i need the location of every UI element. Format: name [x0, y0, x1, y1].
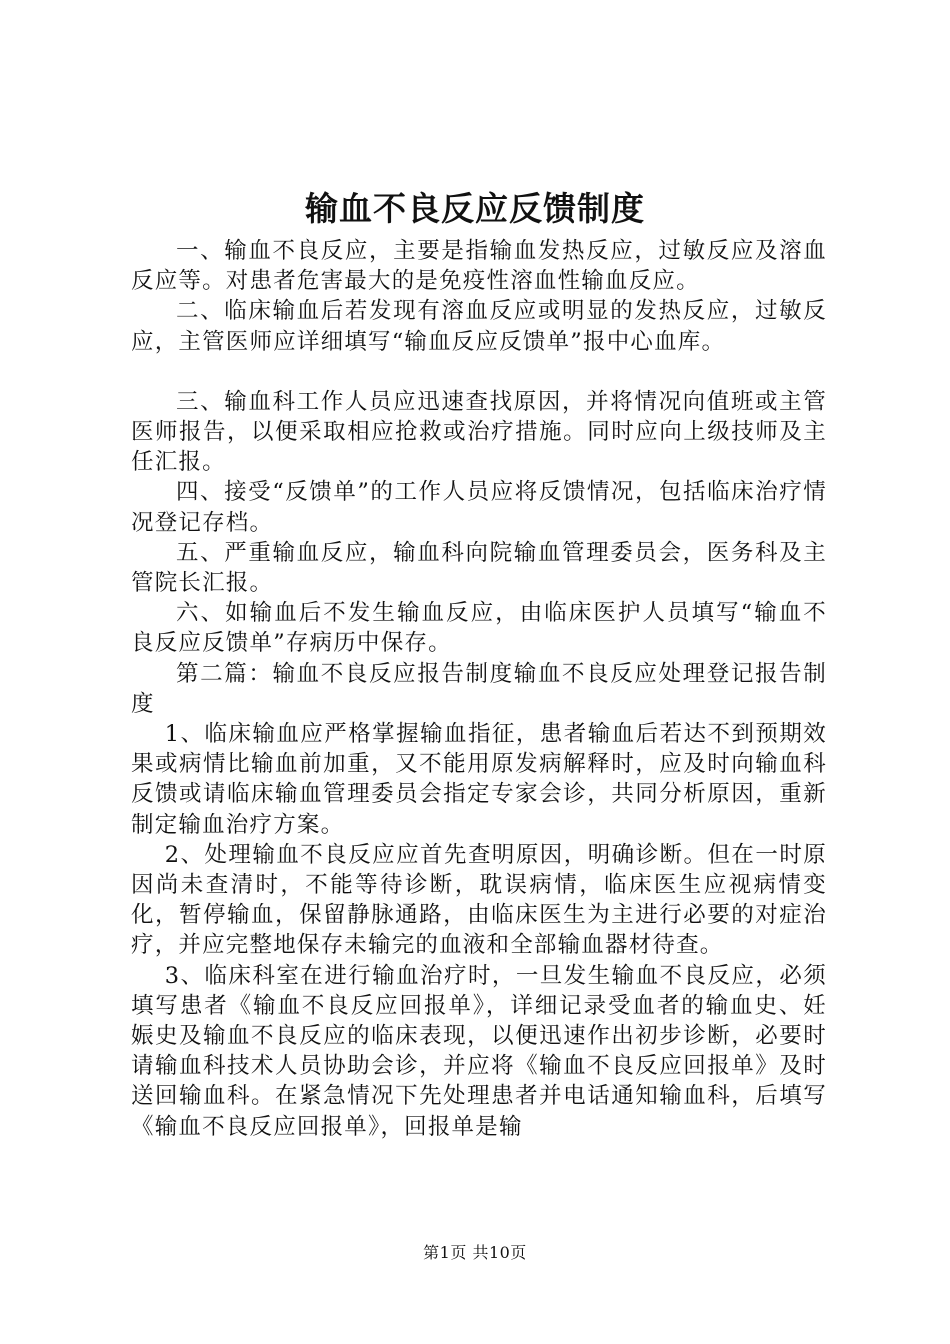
page-footer: 第1页 共10页 [423, 1243, 527, 1262]
paragraph-8: 2、处理输血不良反应应首先查明原因，明确诊断。但在一时原因尚未查清时，不能等待诊断，耽误病情，临床医生应视病情变化，暂停输血，保留静脉通路，由临床医生为主进行必要的对症治疗，并应完整地保存未输完的血液和全部输血器材待查。 [131, 841, 827, 959]
paragraph-6: 六、如输血后不发生输血反应，由临床医护人员填写“输血不良反应反馈单”存病历中保存。 [131, 600, 827, 657]
paragraph-4: 四、接受“反馈单”的工作人员应将反馈情况，包括临床治疗情况登记存档。 [131, 479, 827, 536]
paragraph-5: 五、严重输血反应，输血科向院输血管理委员会，医务科及主管院长汇报。 [131, 539, 827, 597]
paragraph-spacer [131, 357, 827, 387]
document-body [131, 236, 827, 1142]
paragraph-9: 3、临床科室在进行输血治疗时，一旦发生输血不良反应，必须填写患者《输血不良反应回报单》，详细记录受血者的输血史、妊娠史及输血不良反应的临床表现，以便迅速作出初步诊断，必要时请输血科技术人员协助会诊，并应将《输血不良反应回报单》及时送回输血科。在紧急情况下先处理患者并电话通知输血科，后填写《输血不良反应回报单》，回报单是输 [131, 962, 827, 1140]
paragraph-7: 1、临床输血应严格掌握输血指征，患者输血后若达不到预期效果或病情比输血前加重，又不能用原发病解释时，应及时向输血科反馈或请临床输血管理委员会指定专家会诊，共同分析原因，重新制定输血治疗方案。 [131, 721, 827, 838]
section-heading-2: 第二篇：输血不良反应报告制度输血不良反应处理登记报告制度 [131, 660, 827, 717]
document-title: 输血不良反应反馈制度 [305, 189, 645, 228]
paragraph-2: 二、临床输血后若发现有溶血反应或明显的发热反应，过敏反应，主管医师应详细填写“输血反应反馈单”报中心血库。 [131, 298, 827, 355]
paragraph-3: 三、输血科工作人员应迅速查找原因，并将情况向值班或主管医师报告，以便采取相应抢救或治疗措施。同时应向上级技师及主任汇报。 [131, 388, 827, 476]
paragraph-1: 一、输血不良反应，主要是指输血发热反应，过敏反应及溶血反应等。对患者危害最大的是免疫性溶血性输血反应。 [131, 238, 827, 295]
